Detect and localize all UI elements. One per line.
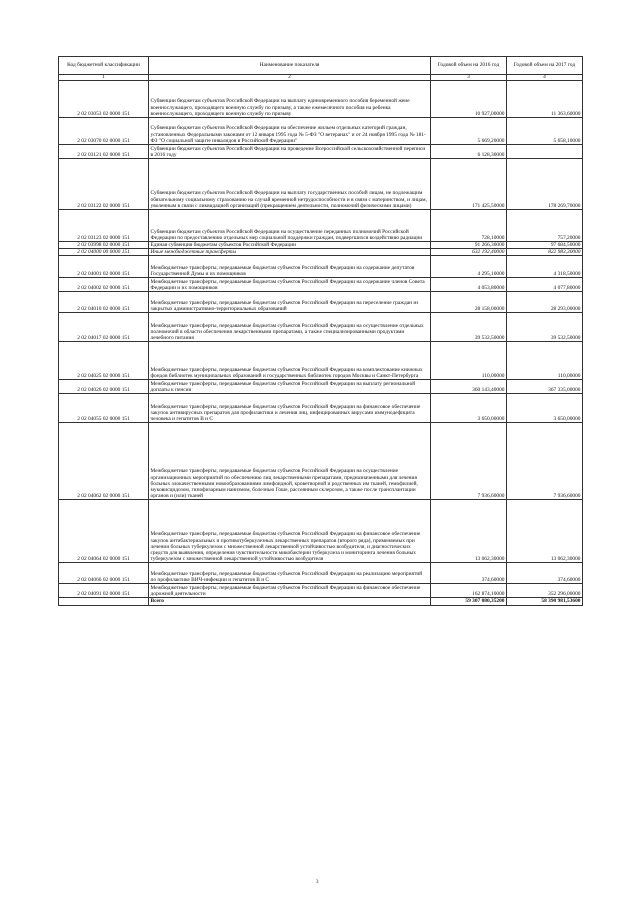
row-value-2017: 110,00000 bbox=[507, 342, 583, 380]
row-value-2016: 28 158,00000 bbox=[431, 292, 507, 313]
table-row bbox=[59, 256, 583, 278]
header-name: Наименование показателя bbox=[149, 57, 431, 75]
table-row bbox=[59, 118, 583, 145]
row-code: 2 02 04025 02 0000 151 bbox=[59, 342, 149, 380]
total-2016: 59 307 080,35200 bbox=[431, 598, 507, 605]
page-number: 3 bbox=[316, 880, 319, 885]
row-value-2016: 374,60000 bbox=[431, 563, 507, 584]
row-code: 2 02 03998 02 0000 151 bbox=[59, 242, 149, 249]
row-value-2017: 352 296,00000 bbox=[507, 584, 583, 598]
row-value-2017: 97 684,50000 bbox=[507, 242, 583, 249]
row-value-2016: 39 532,50000 bbox=[431, 313, 507, 342]
column-number: 3 bbox=[431, 75, 507, 81]
row-value-2017: 3 650,00000 bbox=[507, 394, 583, 423]
row-value-2017: 374,60000 bbox=[507, 563, 583, 584]
header-2017: Годовой объем на 2017 год bbox=[507, 57, 583, 75]
table-row bbox=[59, 394, 583, 423]
table-row bbox=[59, 159, 583, 210]
row-name: Межбюджетные трансферты, передаваемые бюджетам субъектов Российской Федерации на осуществление организационных мероприятий по обеспечению лиц лекарственными препаратами, предназначенными для лечения больных злокачественными новообразованиями лимфоидной, кроветворной и родственных им тканей, гемофилией, муковисцидозом, гипофизарным нанизмом, болезнью Гоше, рассеянным склерозом, а также после трансплантации органов и (или) тканей bbox=[149, 423, 431, 500]
header-code: Код бюджетной классификации bbox=[59, 57, 149, 75]
row-value-2016: 110,00000 bbox=[431, 342, 507, 380]
table-row bbox=[59, 249, 583, 256]
row-value-2016: 91 266,30000 bbox=[431, 242, 507, 249]
row-name: Межбюджетные трансферты, передаваемые бюджетам субъектов Российской Федерации на финансовое обеспечение закупок антивирусных препаратов для профилактики и лечения лиц, инфицированных вирусами иммунодефицита человека и гепатитов В и С bbox=[149, 394, 431, 423]
total-2017: 58 390 981,53600 bbox=[507, 598, 583, 605]
column-number: 4 bbox=[507, 75, 583, 81]
row-value-2017: 5 658,10000 bbox=[507, 118, 583, 145]
table-row bbox=[59, 292, 583, 313]
table-body bbox=[59, 81, 583, 598]
row-value-2016: 4 053,80000 bbox=[431, 278, 507, 292]
row-value-2017: 39 532,50000 bbox=[507, 313, 583, 342]
total-code-cell bbox=[59, 598, 149, 605]
row-code: 2 02 04055 02 0000 151 bbox=[59, 394, 149, 423]
row-code: 2 02 04017 02 0000 151 bbox=[59, 313, 149, 342]
table-row bbox=[59, 81, 583, 118]
row-value-2016: 4 295,10000 bbox=[431, 256, 507, 278]
row-code: 2 02 03122 02 0000 151 bbox=[59, 159, 149, 210]
row-code: 2 02 04066 02 0000 151 bbox=[59, 563, 149, 584]
column-number: 2 bbox=[149, 75, 431, 81]
total-label: Всего bbox=[149, 598, 431, 605]
row-name: Субвенции бюджетам субъектов Российской Федерации на проведение Всероссийской сельскохозяйственной переписи в 2016 году bbox=[149, 145, 431, 159]
row-code: 2 02 04000 00 0000 151 bbox=[59, 249, 149, 256]
row-value-2016: 632 192,40000 bbox=[431, 249, 507, 256]
row-name: Межбюджетные трансферты, передаваемые бюджетам субъектов Российской Федерации на комплектование книжных фондов библиотек муниципальных образований и государственных библиотек городов Москвы и Санкт-Петербурга bbox=[149, 342, 431, 380]
row-code: 2 02 03123 02 0000 151 bbox=[59, 210, 149, 242]
header-2016: Годовой объем на 2016 год bbox=[431, 57, 507, 75]
row-value-2016: 13 062,30000 bbox=[431, 500, 507, 563]
row-code: 2 02 04064 02 0000 151 bbox=[59, 500, 149, 563]
row-code: 2 02 04002 02 0000 151 bbox=[59, 278, 149, 292]
row-value-2016: 6 128,30000 bbox=[431, 145, 507, 159]
budget-table bbox=[58, 56, 583, 606]
row-value-2016: 7 936,60000 bbox=[431, 423, 507, 500]
row-value-2016: 728,10000 bbox=[431, 210, 507, 242]
table-row bbox=[59, 278, 583, 292]
row-name: Межбюджетные трансферты, передаваемые бюджетам субъектов Российской Федерации на содержание членов Совета Федерации и их помощников bbox=[149, 278, 431, 292]
row-value-2016: 171 425,50000 bbox=[431, 159, 507, 210]
row-value-2017: 367 335,00000 bbox=[507, 380, 583, 394]
table-row bbox=[59, 500, 583, 563]
row-name: Межбюджетные трансферты, передаваемые бюджетам субъектов Российской Федерации на реализацию мероприятий по профилактике ВИЧ-инфекции и гепатитов В и С bbox=[149, 563, 431, 584]
row-value-2016: 3 650,00000 bbox=[431, 394, 507, 423]
table-row bbox=[59, 342, 583, 380]
row-code: 2 02 04062 02 0000 151 bbox=[59, 423, 149, 500]
row-name: Межбюджетные трансферты, передаваемые бюджетам субъектов Российской Федерации на осуществление отдельных полномочий в области обеспечения лекарственными препаратами, а также специализированными продуктами лечебного питания bbox=[149, 313, 431, 342]
table-row bbox=[59, 145, 583, 159]
row-value-2016: 5 669,20000 bbox=[431, 118, 507, 145]
table-row bbox=[59, 584, 583, 598]
row-code: 2 02 04026 02 0000 151 bbox=[59, 380, 149, 394]
row-name: Иные межбюджетные трансферты bbox=[149, 249, 431, 256]
row-name: Межбюджетные трансферты, передаваемые бюджетам субъектов Российской Федерации на финансовое обеспечение закупок антибактериальных и противотуберкулезных лекарственных препаратов (второго ряда), применяемых при лечении больных туберкулезом с множественной лекарственной устойчивостью возбудителя, и диагностических средств для выявления, определения чувствительности микобактерии туберкулеза и мониторинга лечения больных туберкулезом с множественной лекарственной устойчивостью возбудителя bbox=[149, 500, 431, 563]
table-row bbox=[59, 380, 583, 394]
row-value-2017: 757,20000 bbox=[507, 210, 583, 242]
column-number: 1 bbox=[59, 75, 149, 81]
row-value-2016: 162 874,10000 bbox=[431, 584, 507, 598]
row-name: Субвенции бюджетам субъектов Российской Федерации на осуществление переданных полномочий Российской Федерации по предоставлению отдельных мер социальной поддержки граждан, подвергшихся воздействию радиации bbox=[149, 210, 431, 242]
row-code: 2 02 03121 02 0000 151 bbox=[59, 145, 149, 159]
row-name: Межбюджетные трансферты, передаваемые бюджетам субъектов Российской Федерации на выплату региональной доплаты к пенсии bbox=[149, 380, 431, 394]
row-name: Единая субвенция бюджетам субъектов Российской Федерации bbox=[149, 242, 431, 249]
header-row bbox=[59, 57, 583, 75]
total-row bbox=[59, 598, 583, 605]
row-value-2017: 11 363,60000 bbox=[507, 81, 583, 118]
row-name: Субвенции бюджетам субъектов Российской Федерации на выплату единовременного пособия беременной жене военнослужащего, проходящего военную службу по призыву, а также ежемесячного пособия на ребенка военнослужащего, проходящего военную службу по призыву bbox=[149, 81, 431, 118]
row-code: 2 02 03053 02 0000 151 bbox=[59, 81, 149, 118]
row-value-2016: 10 927,00000 bbox=[431, 81, 507, 118]
row-value-2017 bbox=[507, 145, 583, 159]
table-row bbox=[59, 210, 583, 242]
row-value-2017: 4 077,80000 bbox=[507, 278, 583, 292]
row-name: Межбюджетные трансферты, передаваемые бюджетам субъектов Российской Федерации на содержание депутатов Государственной Думы и их помощников bbox=[149, 256, 431, 278]
row-value-2017: 822 983,30000 bbox=[507, 249, 583, 256]
table-row bbox=[59, 242, 583, 249]
table-row bbox=[59, 313, 583, 342]
document-sheet bbox=[58, 56, 582, 606]
row-code: 2 02 04001 02 0000 151 bbox=[59, 256, 149, 278]
row-value-2017: 13 062,30000 bbox=[507, 500, 583, 563]
row-value-2017: 4 318,50000 bbox=[507, 256, 583, 278]
table-row bbox=[59, 563, 583, 584]
row-value-2017: 178 269,70000 bbox=[507, 159, 583, 210]
row-value-2017: 28 293,00000 bbox=[507, 292, 583, 313]
row-name: Межбюджетные трансферты, передаваемые бюджетам субъектов Российской Федерации на финансовое обеспечение дорожной деятельности bbox=[149, 584, 431, 598]
row-code: 2 02 04091 02 0000 151 bbox=[59, 584, 149, 598]
row-name: Субвенции бюджетам субъектов Российской Федерации на выплату государственных пособий лицам, не подлежащим обязательному социальному страхованию на случай временной нетрудоспособности и в связи с материнством, и лицам, уволенным в связи с ликвидацией организаций (прекращением деятельности, полномочий физическими лицами) bbox=[149, 159, 431, 210]
row-code: 2 02 04010 02 0000 151 bbox=[59, 292, 149, 313]
row-value-2017: 7 936,60000 bbox=[507, 423, 583, 500]
table-row bbox=[59, 423, 583, 500]
row-value-2016: 360 143,40000 bbox=[431, 380, 507, 394]
row-code: 2 02 03070 02 0000 151 bbox=[59, 118, 149, 145]
row-name: Субвенции бюджетам субъектов Российской Федерации на обеспечение жильем отдельных категорий граждан, установленных Федеральными законами от 12 января 1995 года № 5-ФЗ "О ветеранах" и от 24 ноября 1995 года № 181-ФЗ "О социальной защите инвалидов в Российской Федерации" bbox=[149, 118, 431, 145]
row-name: Межбюджетные трансферты, передаваемые бюджетам субъектов Российской Федерации на переселение граждан из закрытых административно-территориальных образований bbox=[149, 292, 431, 313]
